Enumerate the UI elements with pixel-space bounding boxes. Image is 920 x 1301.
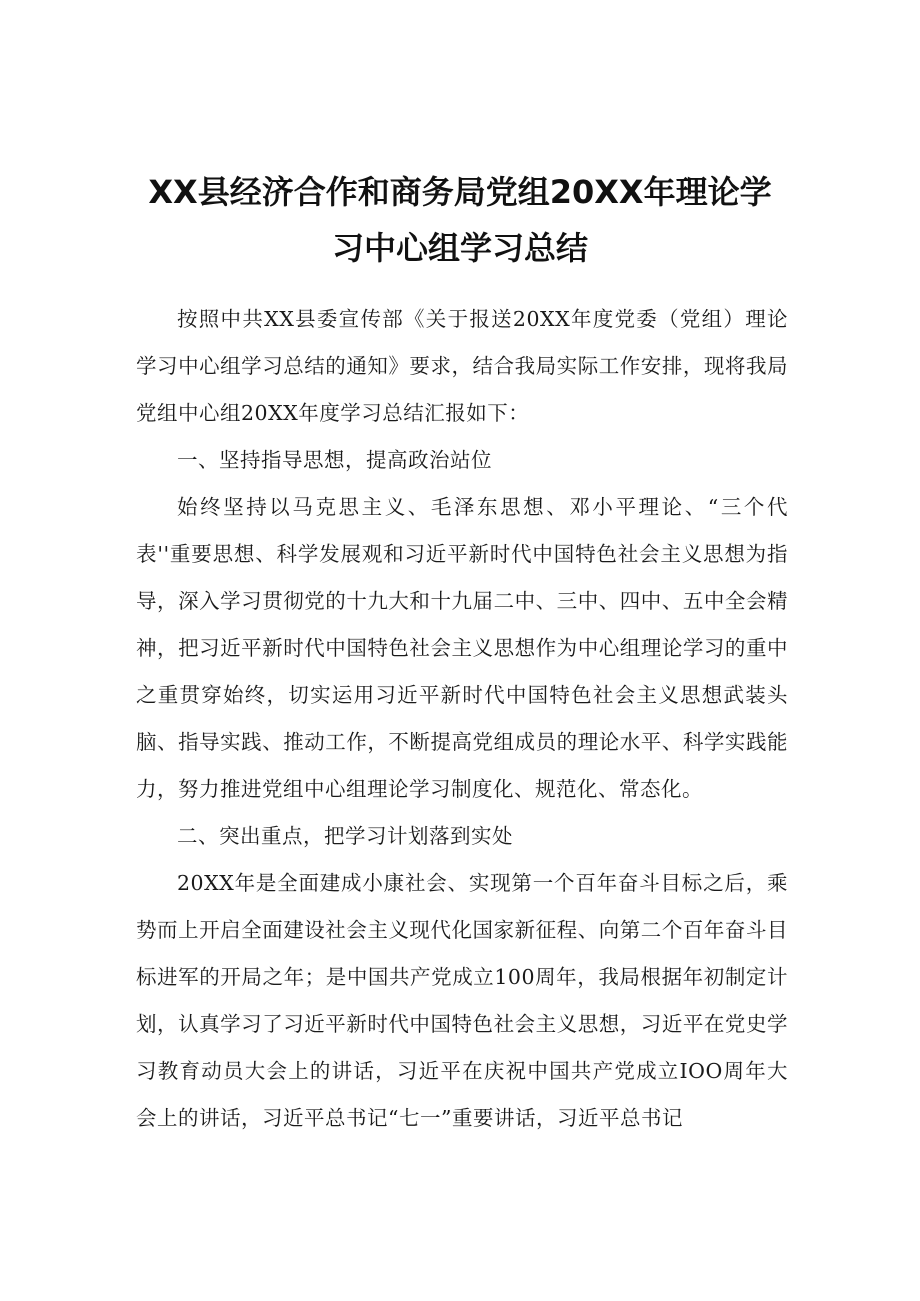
document-body	[136, 296, 788, 1142]
section-1-paragraph: 始终坚持以马克思主义、毛泽东思想、邓小平理论、“三个代表''重要思想、科学发展观和习近平新时代中国特色社会主义思想为指导，深入学习贯彻党的十九大和十九届二中、三中、四中、五中全会精神，把习近平新时代中国特色社会主义思想作为中心组理论学习的重中之重贯穿始终，切实运用习近平新时代中国特色社会主义思想武装头脑、指导实践、推动工作，不断提高党组成员的理论水平、科学实践能力，努力推进党组中心组理论学习制度化、规范化、常态化。	[136, 495, 788, 801]
title-line-2: 习中心组学习总结	[331, 229, 588, 267]
section-heading-1: 一、坚持指导思想，提高政治站位	[177, 448, 492, 472]
section-2-paragraph: 20XX年是全面建成小康社会、实现第一个百年奋斗目标之后，乘势而上开启全面建设社会主义现代化国家新征程、向第二个百年奋斗目标进军的开局之年；是中国共产党成立100周年，我局根据年初制定计划，认真学习了习近平新时代中国特色社会主义思想，习近平在党史学习教育动员大会上的讲话，习近平在庆祝中国共产党成立IOO周年大会上的讲话，习近平总书记“七一”重要讲话，习近平总书记	[136, 871, 788, 1130]
document-title	[120, 164, 800, 276]
section-heading-2: 二、突出重点，把学习计划落到实处	[177, 824, 513, 848]
title-line-1: XX县经济合作和商务局党组20XX年理论学	[148, 173, 772, 211]
intro-paragraph: 按照中共XX县委宣传部《关于报送20XX年度党委（党组）理论学习中心组学习总结的通知》要求，结合我局实际工作安排，现将我局党组中心组20XX年度学习总结汇报如下：	[136, 307, 788, 425]
